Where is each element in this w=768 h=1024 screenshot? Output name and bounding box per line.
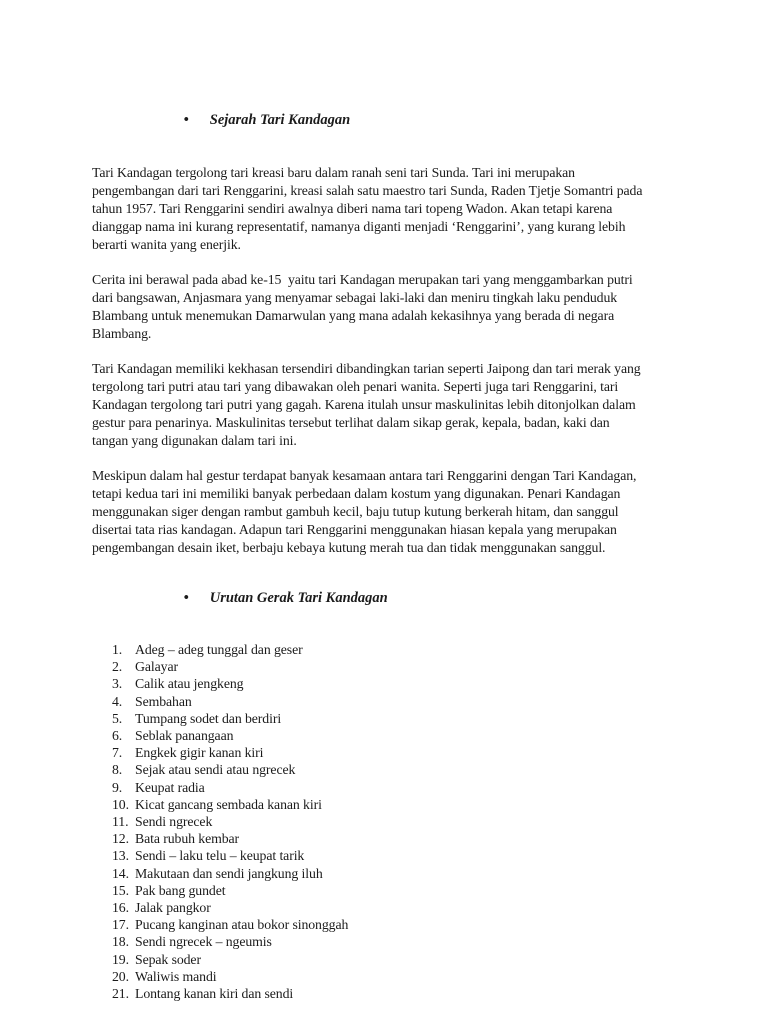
list-item-number: 14. bbox=[112, 865, 129, 881]
list-item bbox=[92, 658, 692, 675]
section-heading-sejarah bbox=[92, 93, 692, 147]
list-item bbox=[92, 882, 692, 899]
list-item bbox=[92, 865, 692, 882]
list-item-number: 10. bbox=[112, 796, 129, 812]
text-line: pengembangan dari tari Renggarini, kreasi salah satu maestro tari Sunda, Raden Tjetje Somantri pada bbox=[92, 183, 643, 198]
list-item bbox=[92, 985, 692, 1002]
list-item bbox=[92, 796, 692, 813]
list-item-text: Waliwis mandi bbox=[135, 968, 217, 984]
list-item-text: Makutaan dan sendi jangkung iluh bbox=[135, 865, 323, 881]
text-line: tetapi kedua tari ini memiliki banyak perbedaan dalam kostum yang digunakan. Penari Kandagan bbox=[92, 486, 621, 501]
list-item-text: Adeg – adeg tunggal dan geser bbox=[135, 642, 303, 657]
list-item bbox=[92, 710, 692, 727]
list-item-number: 11. bbox=[112, 814, 129, 830]
list-item bbox=[92, 727, 692, 744]
list-item-text: Tumpang sodet dan berdiri bbox=[135, 710, 282, 726]
list-item bbox=[92, 951, 692, 968]
list-item-text: Jalak pangkor bbox=[135, 900, 211, 916]
list-item-number: 4. bbox=[112, 693, 123, 709]
list-item-text: Bata rubuh kembar bbox=[135, 831, 240, 847]
list-item-text: Kicat gancang sembada kanan kiri bbox=[135, 796, 322, 812]
list-item-text: Seblak panangaan bbox=[135, 728, 234, 744]
text-line: menggunakan siger dengan rambut gambuh kecil, baju tutup kutung berkerah hitam, dan sanggul bbox=[92, 504, 619, 519]
text-line: Blambang. bbox=[92, 326, 152, 341]
list-item-text: Pucang kanginan atau bokor sinonggah bbox=[135, 917, 349, 933]
list-item-number: 8. bbox=[112, 762, 123, 778]
section-heading-text: Sejarah Tari Kandagan bbox=[209, 112, 351, 128]
list-item bbox=[92, 813, 692, 830]
text-line: tangan yang digunakan dalam tari ini. bbox=[92, 433, 297, 448]
text-line: disertai tata rias kandagan. Adapun tari Renggarini menggunakan hiasan kepala yang merupakan bbox=[92, 522, 617, 537]
list-item-number: 13. bbox=[112, 848, 129, 864]
list-item-text: Galayar bbox=[135, 659, 178, 675]
text-line: pengembangan desain iket, berbaju kebaya kutung merah tua dan tidak menggunakan sanggul. bbox=[92, 540, 606, 555]
paragraph bbox=[92, 271, 692, 343]
list-item-text: Calik atau jengkeng bbox=[135, 676, 244, 692]
text-line: Meskipun dalam hal gestur terdapat banyak kesamaan antara tari Renggarini dengan Tari Kandagan, bbox=[92, 468, 637, 483]
list-item bbox=[92, 968, 692, 985]
list-item bbox=[92, 744, 692, 761]
list-item-number: 16. bbox=[112, 900, 129, 916]
list-item-text: Sendi ngrecek – ngeumis bbox=[135, 934, 272, 950]
list-item-text: Sembahan bbox=[135, 693, 192, 709]
text-line: Cerita ini berawal pada abad ke-15 yaitu tari Kandagan merupakan tari yang menggambarkan putri bbox=[92, 272, 633, 287]
list-item bbox=[92, 933, 692, 950]
list-item-text: Keupat radia bbox=[135, 779, 205, 795]
text-line: dari bangsawan, Anjasmara yang menyamar sebagai laki-laki dan meniru tingkah laku penduduk bbox=[92, 290, 618, 305]
list-item-number: 21. bbox=[112, 986, 129, 1002]
list-item bbox=[92, 899, 692, 916]
text-line: gestur para penarinya. Maskulinitas tersebut terlihat dalam sikap gerak, kepala, badan, kaki dan bbox=[92, 415, 610, 430]
list-item-number: 19. bbox=[112, 951, 129, 967]
document-content bbox=[92, 93, 692, 1002]
list-item-number: 17. bbox=[112, 917, 129, 933]
list-item-number: 1. bbox=[112, 642, 123, 657]
text-line: Blambang untuk menemukan Damarwulan yang mana adalah kekasihnya yang berada di negara bbox=[92, 308, 615, 323]
list-item bbox=[92, 830, 692, 847]
text-line: Tari Kandagan memiliki kekhasan tersendiri dibandingkan tarian seperti Jaipong dan tari merak yang bbox=[92, 361, 641, 376]
list-item bbox=[92, 847, 692, 864]
text-line: berarti wanita yang enerjik. bbox=[92, 237, 241, 252]
list-item bbox=[92, 693, 692, 710]
list-item bbox=[92, 779, 692, 796]
list-item-number: 6. bbox=[112, 728, 123, 744]
list-item-text: Pak bang gundet bbox=[135, 882, 226, 898]
paragraph bbox=[92, 164, 692, 254]
list-item-text: Sepak soder bbox=[135, 951, 201, 967]
list-item-number: 7. bbox=[112, 745, 123, 761]
list-item bbox=[92, 916, 692, 933]
text-line: tahun 1957. Tari Renggarini sendiri awalnya diberi nama tari topeng Wadon. Akan tetapi karena bbox=[92, 201, 613, 216]
list-item-number: 15. bbox=[112, 882, 129, 898]
paragraph bbox=[92, 467, 692, 557]
section-heading-urutan bbox=[92, 571, 692, 625]
bullet-icon: • bbox=[183, 112, 189, 128]
list-item-number: 2. bbox=[112, 659, 123, 675]
text-line: Kandagan tergolong tari putri yang gagah. Karena itulah unsur maskulinitas lebih ditonjolkan dalam bbox=[92, 397, 636, 412]
list-item bbox=[92, 641, 692, 658]
bullet-icon: • bbox=[183, 590, 189, 606]
list-item-number: 20. bbox=[112, 968, 129, 984]
section-heading-text: Urutan Gerak Tari Kandagan bbox=[209, 590, 388, 606]
list-item-number: 12. bbox=[112, 831, 129, 847]
text-line: tergolong tari putri atau tari yang dibawakan oleh penari wanita. Seperti juga tari Renggarini, tari bbox=[92, 379, 619, 394]
list-item-text: Sendi – laku telu – keupat tarik bbox=[135, 848, 305, 864]
movement-list bbox=[92, 641, 692, 1002]
list-item-number: 9. bbox=[112, 779, 123, 795]
list-item-text: Engkek gigir kanan kiri bbox=[135, 745, 264, 761]
list-item-number: 18. bbox=[112, 934, 129, 950]
list-item-number: 5. bbox=[112, 710, 123, 726]
list-item-text: Lontang kanan kiri dan sendi bbox=[135, 986, 294, 1002]
list-item bbox=[92, 675, 692, 692]
list-item-number: 3. bbox=[112, 676, 123, 692]
list-item-text: Sejak atau sendi atau ngrecek bbox=[135, 762, 296, 778]
paragraphs bbox=[92, 164, 692, 557]
list-item bbox=[92, 761, 692, 778]
list-item-text: Sendi ngrecek bbox=[135, 814, 213, 830]
text-line: Tari Kandagan tergolong tari kreasi baru dalam ranah seni tari Sunda. Tari ini merupakan bbox=[92, 165, 575, 180]
paragraph bbox=[92, 360, 692, 450]
text-line: dianggap nama ini kurang representatif, namanya diganti menjadi ‘Renggarini’, yang kurang lebih bbox=[92, 219, 626, 234]
